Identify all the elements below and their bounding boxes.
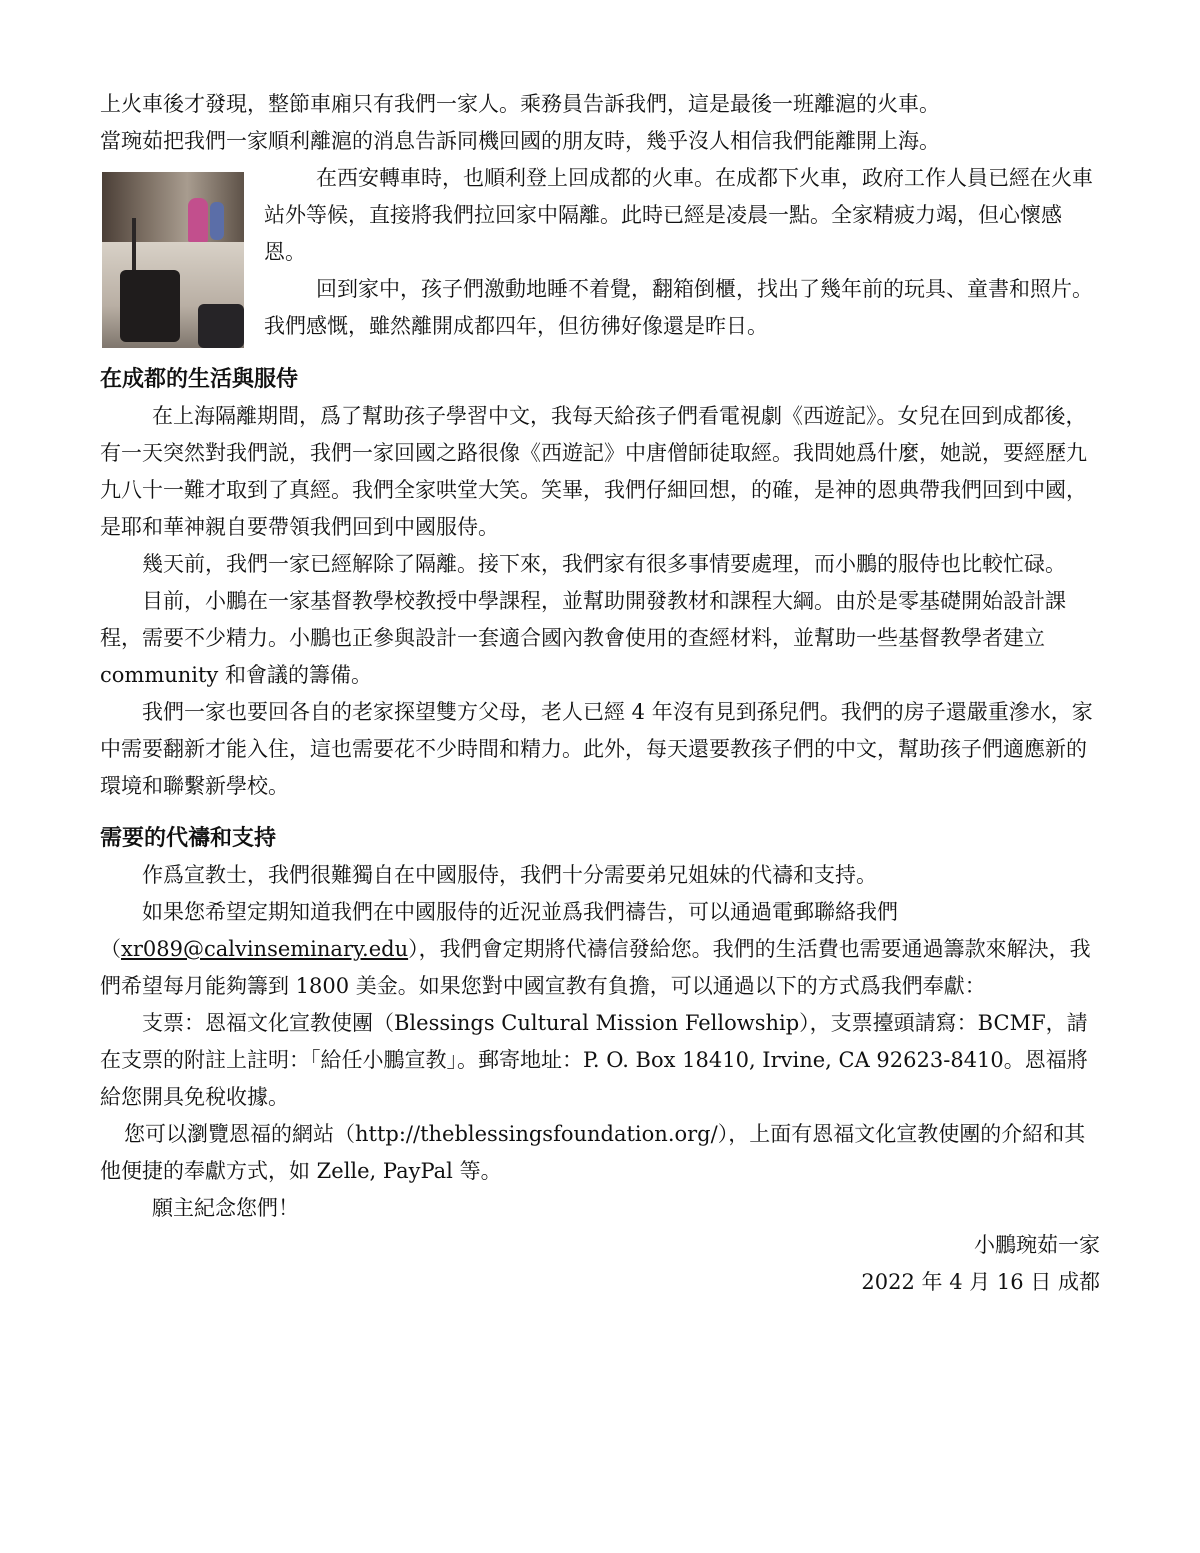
heading-chengdu-life: 在成都的生活與服侍 <box>100 367 299 392</box>
paragraph-quarantine-end: 幾天前，我們一家已經解除了隔離。接下來，我們家有很多事情要處理，而小鵬的服侍也比較忙碌。 <box>142 552 1066 576</box>
heading-prayer-support: 需要的代禱和支持 <box>100 826 277 851</box>
intro-line-2: 當琬茹把我們一家順利離滬的消息告訴同機回國的朋友時，幾乎沒人相信我們能離開上海。 <box>100 129 940 153</box>
train-station-photo <box>102 172 244 348</box>
intro-line-1: 上火車後才發現，整節車廂只有我們一家人。乘務員告訴我們，這是最後一班離滬的火車。 <box>100 92 940 116</box>
paragraph-website: 您可以瀏覽恩福的網站（http://theblessingsfoundation.org/），上面有恩福文化宣教使團的介紹和其他便捷的奉獻方式，如 Zelle, PayPal 等。 <box>100 1122 1086 1183</box>
blessing-line: 願主紀念您們！ <box>152 1196 299 1220</box>
paragraph-family: 我們一家也要回各自的老家探望雙方父母，老人已經 4 年沒有見到孫兒們。我們的房子還嚴重滲水，家中需要翻新才能入住，這也需要花不少時間和精力。此外，每天還要教孩子們的中文，幫助孩子們適應新的環境和聯繫新學校。 <box>100 700 1093 798</box>
paragraph-contact <box>100 894 1100 1005</box>
paragraph-journey-west: 在上海隔離期間，爲了幫助孩子學習中文，我每天給孩子們看電視劇《西遊記》。女兒在回到成都後，有一天突然對我們説，我們一家回國之路很像《西遊記》中唐僧師徒取經。我問她爲什麼，她説，要經歷九九八十一難才取到了真經。我們全家哄堂大笑。笑畢，我們仔細回想，的確，是神的恩典帶我們回到中國，是耶和華神親自要帶領我們回到中國服侍。 <box>100 404 1087 539</box>
contact-text-b: ），我們會定期將代禱信發給您。我們的生活費也需要通過籌款來解決，我們希望每月能夠籌到 1800 美金。如果您對中國宣教有負擔，可以通過以下的方式爲我們奉獻： <box>100 937 1091 998</box>
email-link[interactable]: xr089@calvinseminary.edu <box>121 937 409 961</box>
paragraph-missionary-need: 作爲宣教士，我們很難獨自在中國服侍，我們十分需要弟兄姐妹的代禱和支持。 <box>142 863 877 887</box>
paragraph-ministry: 目前，小鵬在一家基督教學校教授中學課程，並幫助開發教材和課程大綱。由於是零基礎開始設計課程，需要不少精力。小鵬也正參與設計一套適合國內教會使用的查經材料，並幫助一些基督教學者建立 community 和會議的籌備。 <box>100 589 1066 687</box>
contact-text-a: 如果您希望定期知道我們在中國服侍的近況並爲我們禱告，可以通過電郵聯絡我們（ <box>100 900 898 961</box>
paragraph-check: 支票：恩福文化宣教使團（Blessings Cultural Mission Fellowship），支票擡頭請寫：BCMF，請在支票的附註上註明：「給任小鵬宣教」。郵寄地址：P. O. Box 18410, Irvine, CA 92623-8410。恩福將給您開具免稅收據。 <box>100 1011 1088 1109</box>
signature-date: 2022 年 4 月 16 日 成都 <box>861 1270 1100 1294</box>
paragraph-xian: 在西安轉車時，也順利登上回成都的火車。在成都下火車，政府工作人員已經在火車站外等候，直接將我們拉回家中隔離。此時已經是凌晨一點。全家精疲力竭，但心懷感恩。 <box>264 166 1093 264</box>
letter-page <box>100 86 1100 1301</box>
paragraph-home: 回到家中，孩子們激動地睡不着覺，翻箱倒櫃，找出了幾年前的玩具、童書和照片。我們感慨，雖然離開成都四年，但彷彿好像還是昨日。 <box>264 277 1093 338</box>
photo-block <box>100 160 1100 346</box>
signature-name: 小鵬琬茹一家 <box>974 1233 1100 1257</box>
